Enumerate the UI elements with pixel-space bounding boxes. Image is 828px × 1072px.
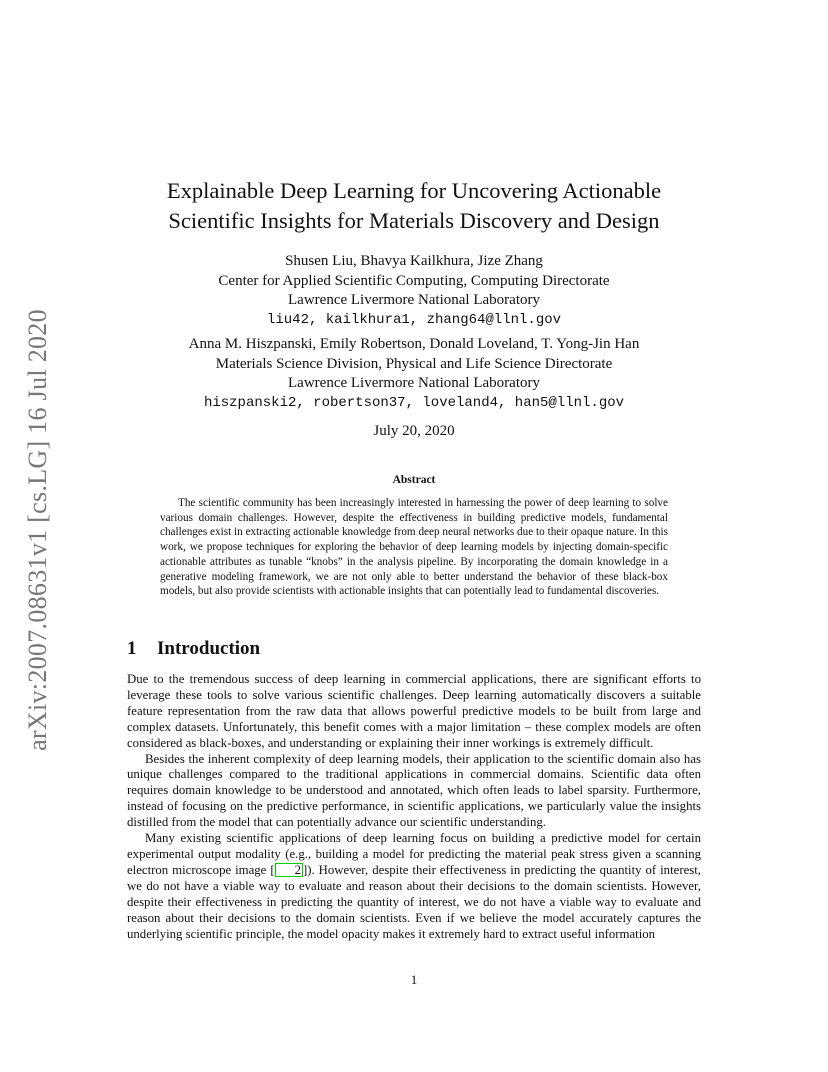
author-emails: liu42, kailkhura1, zhang64@llnl.gov xyxy=(266,311,562,328)
author-names: Shusen Liu, Bhavya Kailkhura, Jize Zhang xyxy=(285,253,543,269)
section-title: Introduction xyxy=(157,638,261,659)
arxiv-side-stamp: arXiv:2007.08631v1 [cs.LG] 16 Jul 2020 xyxy=(23,309,52,751)
page-number: 1 xyxy=(410,972,418,987)
paper-title xyxy=(0,176,828,236)
author-institution: Lawrence Livermore National Laboratory xyxy=(288,292,540,308)
paragraph-3 xyxy=(127,831,701,942)
section-number: 1 xyxy=(127,638,137,659)
author-affiliation: Materials Science Division, Physical and Life Science Directorate xyxy=(215,355,613,372)
title-line-2: Scientific Insights for Materials Discovery and Design xyxy=(168,208,660,233)
introduction-body xyxy=(127,672,701,942)
abstract-text: The scientific community has been increasingly interested in harnessing the power of deep learning to solve various domain challenges. However, despite the effectiveness in building predictive models, fundamental challenges exist in extracting actionable knowledge from deep neural networks due to their opaque nature. In this work, we propose techniques for exploring the behavior of deep learning models by injecting domain-specific actionable attributes as tunable “knobs” in the analysis pipeline. By incorporating the domain knowledge in a generative modeling framework, we are not only able to better understand the behavior of these black-box models, but also provide scientists with actionable insights that can potentially lead to fundamental discoveries. xyxy=(160,497,668,598)
author-block-1 xyxy=(0,252,828,330)
paragraph-1: Due to the tremendous success of deep learning in commercial applications, there are significant efforts to leverage these tools to solve various scientific challenges. Deep learning automatically discovers a suitable feature representation from the raw data that allows powerful predictive models to be built from large and complex datasets. Unfortunately, this benefit comes with a major limitation – these complex models are often considered as black-boxes, and understanding or explaining their inner workings is extremely difficult. xyxy=(127,672,701,750)
author-institution: Lawrence Livermore National Laboratory xyxy=(288,375,540,391)
abstract-heading: Abstract xyxy=(392,474,436,486)
paragraph-2: Besides the inherent complexity of deep learning models, their application to the scientific domain also has unique challenges compared to the traditional applications in commercial domains. Scientific data often requires domain knowledge to be understood and annotated, which often leads to label sparsity. Furthermore, instead of focusing on the predictive performance, in scientific applications, we particularly value the insights distilled from the model that can potentially advance our scientific understanding. xyxy=(127,751,701,830)
title-line-1: Explainable Deep Learning for Uncovering Actionable xyxy=(166,178,662,203)
author-block-2 xyxy=(0,335,828,413)
paragraph-3-text-a: Many existing scientific applications of deep learning focus on building a predictive model for certain experimental output modality (e.g., building a model for predicting the material peak stress given a scanning electron microscope image [ xyxy=(127,831,701,877)
author-emails: hiszpanski2, robertson37, loveland4, han5@llnl.gov xyxy=(203,394,625,411)
paper-date: July 20, 2020 xyxy=(373,423,455,439)
section-heading xyxy=(127,638,260,660)
author-affiliation: Center for Applied Scientific Computing, Computing Directorate xyxy=(218,272,610,289)
citation-link[interactable]: 2 xyxy=(275,863,303,877)
author-names: Anna M. Hiszpanski, Emily Robertson, Donald Loveland, T. Yong-Jin Han xyxy=(188,336,640,352)
paragraph-3-text-b: ]). However, despite their effectiveness in predicting the quantity of interest, we do not have a viable way to evaluate and reason about their decisions to the domain scientists. However, despite their effectiveness in predicting the quantity of interest, we do not have a viable way to evaluate and reason about their decisions to the domain scientists. Even if we believe the model accurately captures the underlying scientific principle, the model opacity makes it extremely hard to extract useful information xyxy=(127,862,701,941)
